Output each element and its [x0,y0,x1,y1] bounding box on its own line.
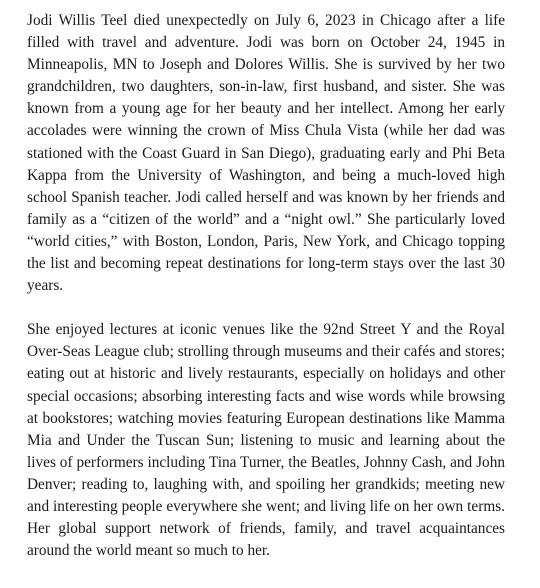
obituary-text [27,10,505,562]
paragraph-life-summary: Jodi Willis Teel died unexpectedly on July 6, 2023 in Chicago after a life filled with travel and adventure. Jodi was born on October 24, 1945 in Minneapolis, MN to Joseph and Dolores Willis. She is survived by her two grandchildren, two daughters, son-in-law, first husband, and sister. She was known from a young age for her beauty and her intellect. Among her early accolades were winning the crown of Miss Chula Vista (while her dad was stationed with the Coast Guard in San Diego), graduating early and Phi Beta Kappa from the University of Washington, and being a much-loved high school Spanish teacher. Jodi called herself and was known by her friends and family as a “citizen of the world” and a “night owl.” She particularly loved “world cities,” with Boston, London, Paris, New York, and Chicago topping the list and becoming repeat destinations for long-term stays over the last 30 years. [27,12,505,295]
paragraph-interests: She enjoyed lectures at iconic venues like the 92nd Street Y and the Royal Over-Seas League club; strolling through museums and their cafés and stores; eating out at historic and lively restaurants, especially on holidays and other special occasions; absorbing interesting facts and wise words while browsing at bookstores; watching movies featuring European destinations like Mamma Mia and Under the Tuscan Sun; listening to music and learning about the lives of performers including Tina Turner, the Beatles, Johnny Cash, and John Denver; reading to, laughing with, and spoiling her grandkids; meeting new and interesting people everywhere she went; and living life on her own terms. Her global support network of friends, family, and travel acquaintances around the world meant so much to her. [27,321,505,560]
